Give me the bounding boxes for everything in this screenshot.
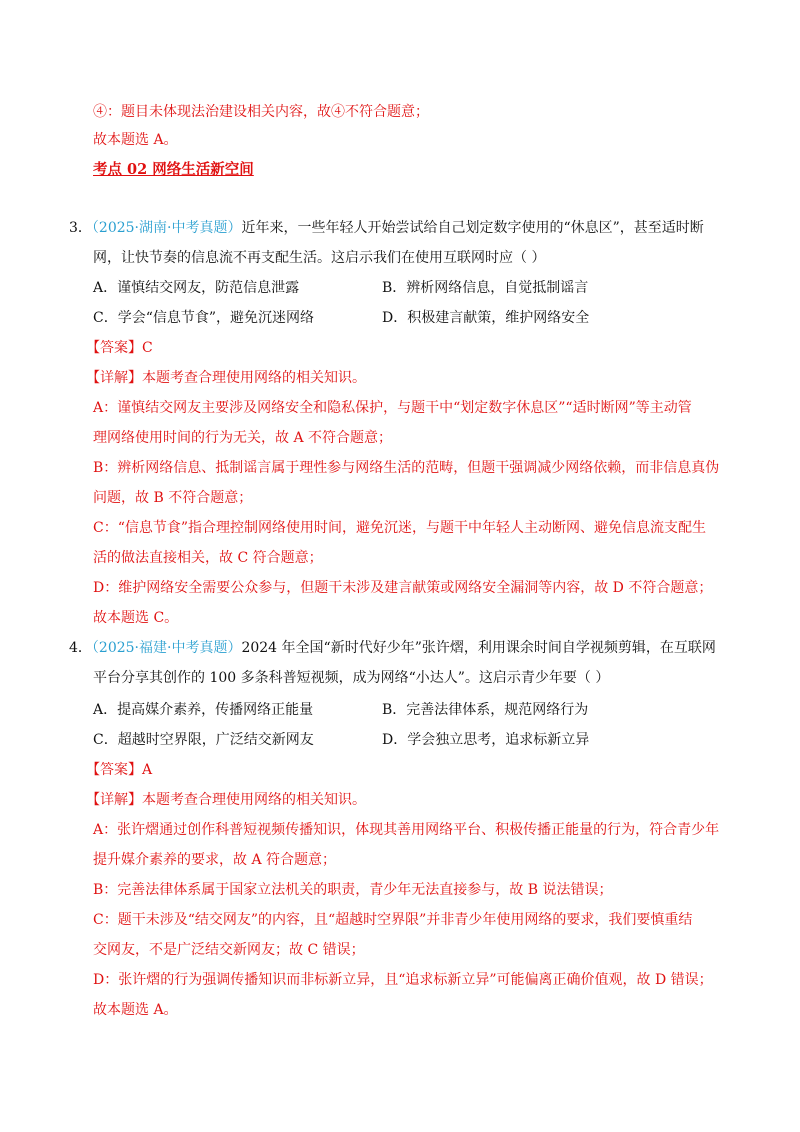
prev-analysis-line: ④：题目未体现法治建设相关内容，故④不符合题意； [93, 104, 429, 120]
analysis-line: C：“信息节食”指合理控制网络使用时间，避免沉迷，与题干中年轻人主动断网、避免信息流支配生 [93, 520, 707, 536]
analysis-line: 交网友，不是广泛结交新网友；故 C 错误； [93, 942, 365, 958]
question-stem-cont: 平台分享其创作的 100 多条科普短视频，成为网络“小达人”。这启示青少年要（ ） [93, 670, 610, 686]
analysis-line: 问题，故 B 不符合题意； [93, 490, 253, 506]
detail-intro: 本题考查合理使用网络的相关知识。 [142, 370, 366, 386]
analysis-line: 活的做法直接相关，故 C 符合题意； [93, 550, 323, 566]
option-a: A．谨慎结交网友，防范信息泄露 [93, 280, 300, 296]
prev-conclusion: 故本题选 A。 [93, 132, 178, 148]
analysis-line: C：题干未涉及“结交网友”的内容，且“超越时空界限”并非青少年使用网络的要求，我们要慎重结 [93, 912, 693, 928]
question-number: 4． [69, 640, 92, 656]
option-d: D．积极建言献策，维护网络安全 [382, 310, 590, 326]
answer-value: A [142, 762, 153, 778]
analysis-line: 理网络使用时间的行为无关，故 A 不符合题意； [93, 430, 393, 446]
analysis-line: A：谨慎结交网友主要涉及网络安全和隐私保护，与题干中“划定数字休息区”“适时断网”等主动管 [93, 400, 692, 416]
question-source: （2025·福建·中考真题） [91, 640, 242, 656]
analysis-conclusion: 故本题选 C。 [93, 610, 179, 626]
analysis-line: B：完善法律体系属于国家立法机关的职责，青少年无法直接参与，故 B 说法错误； [93, 882, 613, 898]
detail-tag: 【详解】 [86, 792, 142, 808]
analysis-line: A：张许熠通过创作科普短视频传播知识，体现其善用网络平台、积极传播正能量的行为，符合青少年 [93, 822, 720, 838]
detail-line [86, 368, 366, 388]
section-heading: 考点 02 网络生活新空间 [93, 161, 254, 178]
question-stem-cont: 网，让快节奏的信息流不再支配生活。这启示我们在使用互联网时应（ ） [93, 250, 546, 266]
option-b: B．辨析网络信息，自觉抵制谣言 [382, 280, 589, 296]
analysis-line: D：维护网络安全需要公众参与，但题干未涉及建言献策或网络安全漏洞等内容，故 D 不符合题意； [93, 580, 713, 596]
question-stem: 近年来，一些年轻人开始尝试给自己划定数字使用的“休息区”，甚至适时断 [241, 220, 704, 236]
option-c: C．学会“信息节食”，避免沉迷网络 [93, 310, 315, 326]
answer-tag: 【答案】 [86, 762, 142, 778]
question-stem: 2024 年全国“新时代好少年”张许熠，利用课余时间自学视频剪辑，在互联网 [241, 640, 716, 656]
question-number: 3． [69, 220, 92, 236]
answer-line [86, 760, 152, 780]
answer-tag: 【答案】 [86, 340, 142, 356]
detail-line [86, 790, 366, 810]
detail-intro: 本题考查合理使用网络的相关知识。 [142, 792, 366, 808]
analysis-line: 提升媒介素养的要求，故 A 符合题意； [93, 852, 337, 868]
analysis-conclusion: 故本题选 A。 [93, 1002, 178, 1018]
option-c: C．超越时空界限，广泛结交新网友 [93, 732, 314, 748]
detail-tag: 【详解】 [86, 370, 142, 386]
analysis-line: B：辨析网络信息、抵制谣言属于理性参与网络生活的范畴，但题干强调减少网络依赖，而非信息真伪 [93, 460, 720, 476]
analysis-line: D：张许熠的行为强调传播知识而非标新立异，且“追求标新立异”可能偏离正确价值观，故 D 错误； [93, 972, 713, 988]
question-source: （2025·湖南·中考真题） [91, 220, 242, 236]
option-b: B．完善法律体系，规范网络行为 [382, 702, 589, 718]
option-d: D．学会独立思考，追求标新立异 [382, 732, 590, 748]
answer-value: C [142, 340, 153, 356]
answer-line [86, 338, 153, 358]
option-a: A．提高媒介素养，传播网络正能量 [93, 702, 314, 718]
